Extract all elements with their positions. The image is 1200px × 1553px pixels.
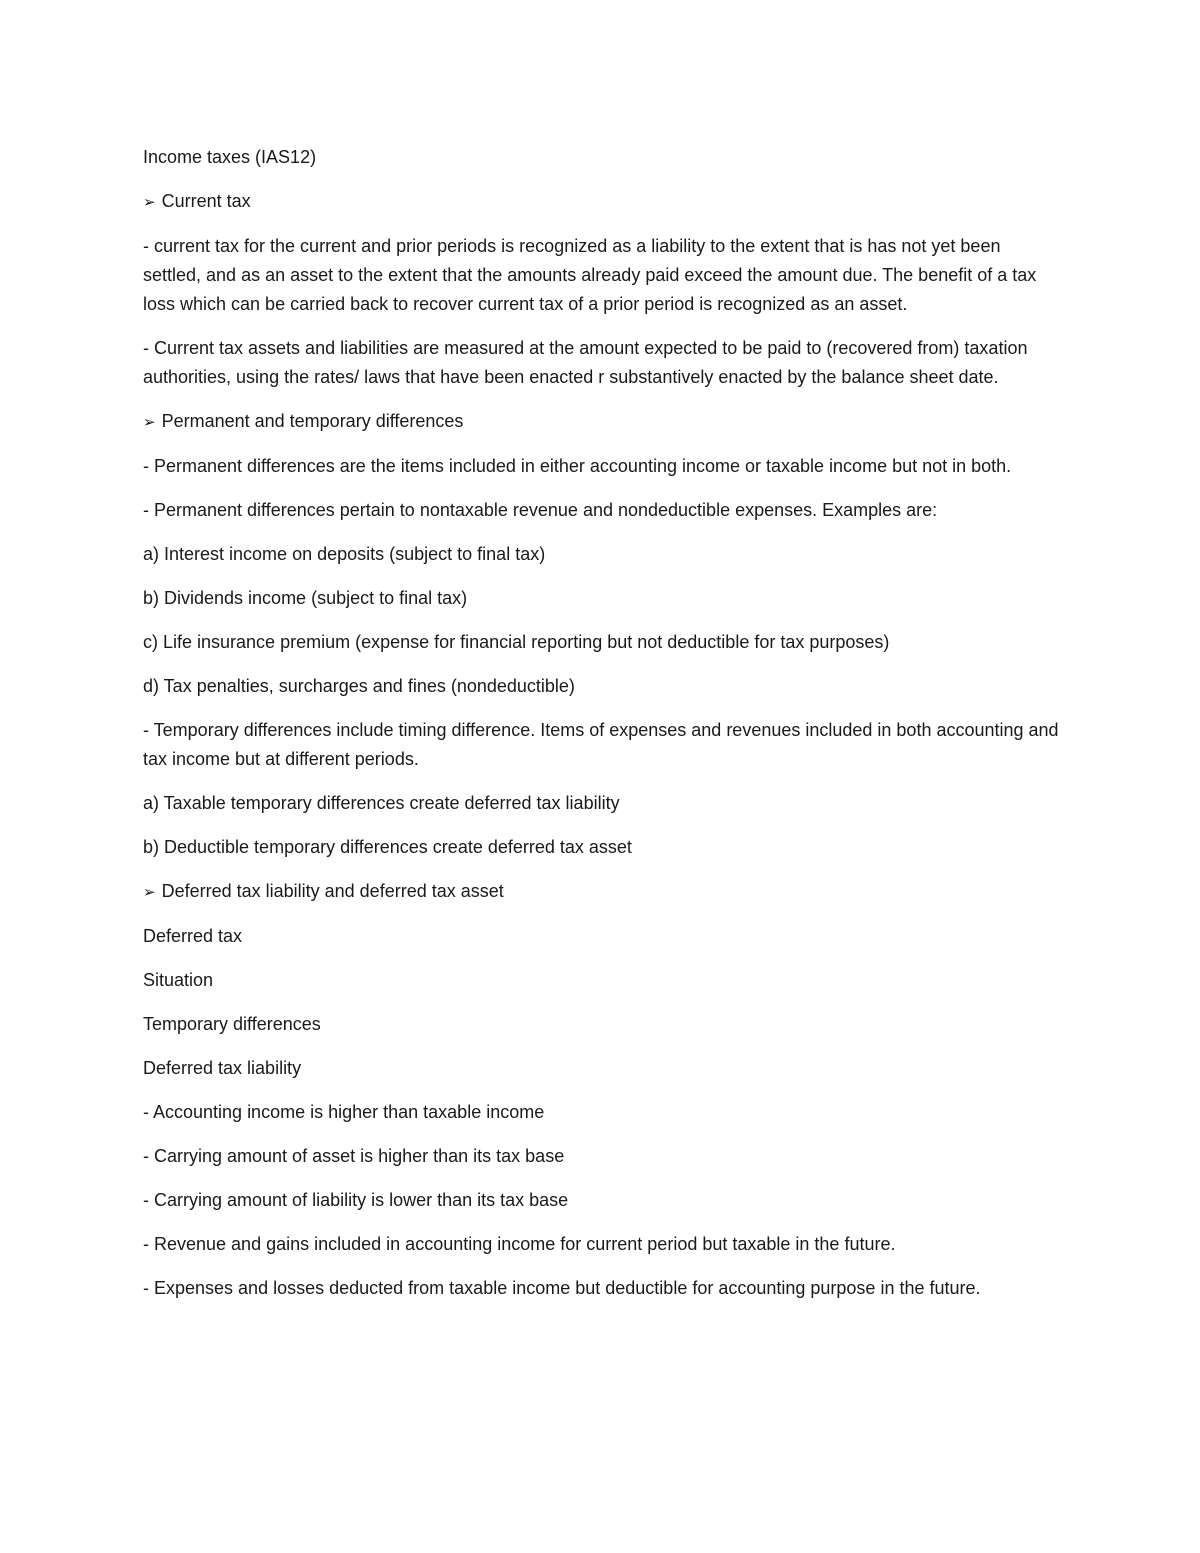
heading-label: Deferred tax liability and deferred tax asset — [161, 881, 504, 901]
paragraph: Deferred tax — [143, 926, 243, 946]
heading-current-tax — [143, 187, 1063, 217]
paragraph: Situation — [143, 970, 214, 990]
paragraph: Temporary differences — [143, 1014, 321, 1034]
arrow-bullet-icon: ➢ — [143, 413, 156, 431]
list-item: b) Dividends income (subject to final tax) — [143, 588, 468, 608]
list-item: - Carrying amount of asset is higher than its tax base — [143, 1146, 565, 1166]
heading-label: Permanent and temporary differences — [161, 411, 464, 431]
document-title: Income taxes (IAS12) — [143, 147, 317, 167]
list-item: c) Life insurance premium (expense for financial reporting but not deductible for tax purposes) — [143, 632, 890, 652]
paragraph: Deferred tax liability — [143, 1058, 302, 1078]
paragraph: - Permanent differences are the items included in either accounting income or taxable income but not in both. — [143, 456, 1012, 476]
arrow-bullet-icon: ➢ — [143, 883, 156, 901]
list-item: - Revenue and gains included in accounting income for current period but taxable in the future. — [143, 1234, 896, 1254]
list-item: d) Tax penalties, surcharges and fines (nondeductible) — [143, 676, 575, 696]
list-item: a) Taxable temporary differences create deferred tax liability — [143, 793, 620, 813]
heading-permanent-temporary — [143, 407, 1063, 437]
list-item: - Accounting income is higher than taxable income — [143, 1102, 545, 1122]
paragraph: - Current tax assets and liabilities are measured at the amount expected to be paid to (recovered from) taxation authorities, using the rates/ laws that have been enacted r substantively enacted by the balance sheet date. — [143, 338, 1028, 387]
list-item: b) Deductible temporary differences create deferred tax asset — [143, 837, 632, 857]
document-body — [143, 143, 1063, 1318]
heading-deferred-tax — [143, 877, 1063, 907]
paragraph: - Permanent differences pertain to nontaxable revenue and nondeductible expenses. Examples are: — [143, 500, 938, 520]
paragraph: - current tax for the current and prior periods is recognized as a liability to the extent that is has not yet been settled, and as an asset to the extent that the amounts already paid exceed the amount due. The benefit of a tax loss which can be carried back to recover current tax of a prior period is recognized as an asset. — [143, 236, 1037, 314]
arrow-bullet-icon: ➢ — [143, 193, 156, 211]
heading-label: Current tax — [161, 191, 251, 211]
list-item: a) Interest income on deposits (subject to final tax) — [143, 544, 546, 564]
list-item: - Expenses and losses deducted from taxable income but deductible for accounting purpose in the future. — [143, 1278, 981, 1298]
list-item: - Carrying amount of liability is lower than its tax base — [143, 1190, 569, 1210]
paragraph: - Temporary differences include timing difference. Items of expenses and revenues included in both accounting and tax income but at different periods. — [143, 720, 1059, 769]
